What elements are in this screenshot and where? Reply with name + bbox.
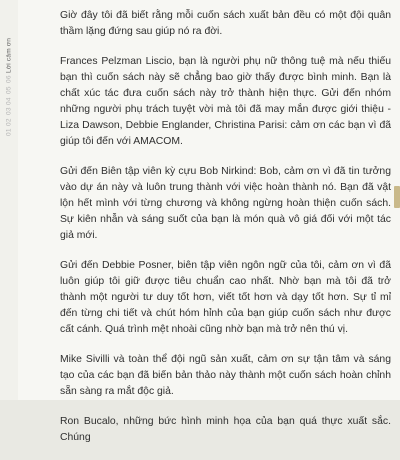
- chapter-number-02[interactable]: 02: [5, 118, 13, 126]
- paragraph-6: Ron Bucalo, những bức hình minh họa của bạn quá thực xuất sắc. Chúng: [60, 416, 391, 443]
- paragraph-4: Gửi đến Debbie Posner, biên tập viên ngôn ngữ của tôi, cảm ơn vì đã luôn giúp tôi giữ được tiêu chuẩn cao nhất. Nhờ bạn mà tôi đã trở thành một người tư duy tốt hơn, viết tốt hơn và dạy tốt hơn. Sự tỉ mỉ đến từng chi tiết và chút hóm hỉnh của bạn giúp cuốn sách như được cất cánh. Quá trình mệt nhoài cũng nhờ bạn mà trở nên thú vị.: [60, 260, 391, 335]
- chapter-nav: [1, 12, 17, 162]
- chapter-number-04[interactable]: 04: [5, 96, 13, 105]
- chapter-number-05[interactable]: 05: [5, 86, 13, 94]
- paragraph-3: Gửi đến Biên tập viên kỳ cựu Bob Nirkind: Bob, cảm ơn vì đã tin tưởng vào dự án này và luôn trung thành với việc hoàn thành nó. Bạn đã vật lộn hết mình với từng chương và không ngừng hoàn thiện cuốn sách. Sự kiên nhẫn và sáng suốt của bạn là món quà vô giá đối với một tác giả mới.: [60, 166, 391, 241]
- paragraph-5: Mike Sivilli và toàn thể đội ngũ sản xuất, cảm ơn sự tận tâm và sáng tạo của các bạn đã biến bản thảo này thành một cuốn sách hoàn chỉnh sẵn sàng ra mắt độc giả.: [60, 354, 391, 397]
- chapter-number-06[interactable]: 06: [5, 75, 13, 84]
- chapter-sidebar: [0, 0, 18, 400]
- current-chapter-label: Lời cảm ơn: [5, 37, 13, 73]
- paragraph-2: Frances Pelzman Liscio, bạn là người phụ nữ thông tuệ mà nếu thiếu bạn thì cuốn sách này sẽ chẳng bao giờ thấy được bình minh. Bạn là chất xúc tác đưa cuốn sách này trở thành hiện thực. Gửi đến nhóm những người phụ trách tuyệt vời mà tôi đã may mắn được giới thiệu - Liza Dawson, Debbie Englander, Christina Parisi: cảm ơn các bạn vì đã giúp tôi đến với AMACOM.: [60, 56, 391, 147]
- article-body: [60, 8, 391, 460]
- paragraph-1: Giờ đây tôi đã biết rằng mỗi cuốn sách xuất bản đều có một đội quân thầm lặng đứng sau giúp nó ra đời.: [60, 10, 391, 37]
- chapter-number-03[interactable]: 03: [5, 107, 13, 116]
- chapter-number-01[interactable]: 01: [5, 128, 13, 137]
- page-edge-marker: [394, 186, 400, 208]
